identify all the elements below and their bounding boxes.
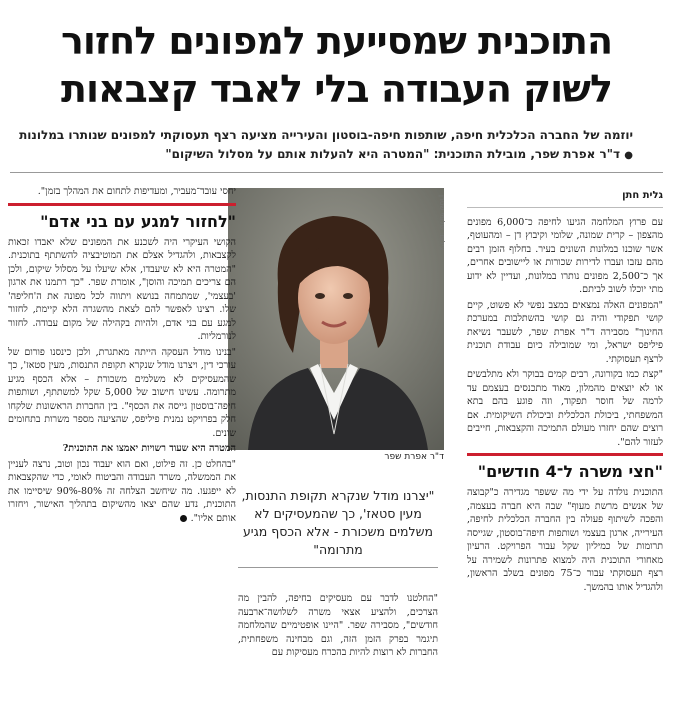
section-subtitle-right: "חצי משרה ל־4 חודשים": [467, 453, 663, 482]
photo-credit: צילום: שלומי שטרן: [438, 195, 446, 251]
byline-divider: [467, 207, 663, 208]
byline: גלית חתן: [622, 190, 663, 201]
column-middle: [238, 592, 438, 720]
subhead-part-2: ד"ר אפרת שפר, מובילת התוכנית: "המטרה היא להעלות אותם על מסלול השיקום": [165, 147, 621, 161]
paragraph: "בנינו מודל העסקה הייתה מאתגרת, ולכן כינסנו פורום של עורכי דין, ויצרנו מודל שנקרא תקופת התנסות, מעין סטאז', כך שהמעסיקים לא משלמים משכורת – אלא הכסף מגיע מתרומה. עשינו חישוב של 5,000 שקל למשתתף, ושותפות חיפה־בוסטון גייסה את הכסף". בין החברות הראשונות שלקחו חלק בפרויקט נמנית פיליפס, שהציעה מספר משרות בתחומים שונים.: [8, 346, 236, 439]
portrait-photo: [228, 188, 444, 450]
section-subtitle-left: "לחזור למגע עם בני אדם": [8, 203, 236, 232]
subhead: [14, 126, 633, 165]
column-right: [467, 189, 663, 719]
portrait-illustration: [228, 188, 444, 450]
column-left: [8, 185, 236, 720]
interview-question: המטרה היא שעוד רשויות יאמצו את התוכנית?: [62, 443, 236, 454]
paragraph: התוכנית נולדה על ידי מה ששפר מגדירה כ"קבוצה של אנשים מרשת מעוף" שבה היא חברה בעצמה, והפכה לשיתוף פעולה בין החברה הכלכלית לחיפה, העירייה, ארגון בעצמי ושותפות חיפה־בוסטון, שגייסה תרומות של כמיליון שקל עבור הפרויקט. הרעיון מאחורי התוכנית היה למצוא פתרונות לשמירה על רצף תעסוקתי עבור כ־75 מפונים בשלב הראשון, ולהגדיל אותו בהמשך.: [467, 487, 663, 593]
pull-quote: "יצרנו מודל שנקרא תקופת התנסות, מעין סטאז', כך שהמעסיקים לא משלמים משכורת - אלא הכסף מגיע מתרומה": [238, 487, 438, 568]
paragraph: הקושי העיקרי היה לשכנע את המפונים שלא יאבדו זכאות לקצבאות, ולהגדיל אצלם את המוטיבציה להשתתף בתוכנית. "המטרה היא לא שיעבדו, אלא שיעלו על מסלול שיקום, ולכן הם צריכים תמיכה והוסן", אומרת שפר. "כך רתמנו את ארגון 'בעצמי', שמתמחה בנושא ויתווה לכל מפונה את ה'חליפה' שלו. רצינו לאפשר להם לצאת מהשגרה הלא קיימת, לחזור למגע עם בני אדם, ולהיות בקהילה של מקום עבודה. לחזור לנורמליות.: [8, 236, 236, 342]
interview-answer: "בהחלט כן. זה פילוט, ואם הוא יעבוד נכון וטוב, נרצה לעניין את הממשלה, משרד העבודה והביטוח לאומי, כדי שהקצבאות לא ייפגעו. מה שיחשב הצלחה זה 80%-90% שיסיימו את התוכנית, נדע שהם יצאו מהשיקום בתהליך האישור, ויחזרו אותם אליו".: [8, 458, 236, 524]
paragraph: [8, 458, 236, 526]
paragraph: "החלטנו לדבר עם מעסיקים בחיפה, להבין מה הצרכים, ולהציע אצאי משרה לשלושה־ארבעה חודשים", מסבירה שפר. "היינו אופטימיים שהמלחמה תיגמר בפרק הזמן הזה, וגם מבחינה משפחתית, החברות לא רוצות להיות בהכרח מעסיקות עם: [238, 593, 438, 658]
headline-line-2: לשוק העבודה בלי לאבד קצבאות: [61, 67, 612, 111]
photo-caption: ד"ר אפרת שפר: [384, 452, 444, 462]
subhead-part-1: יוזמה של החברה הכלכלית חיפה, שותפות חיפה-בוסטון והעירייה מציעה רצף תעסוקתי למפונים שנותרו במלונות: [19, 128, 633, 142]
paragraph: "המפונים האלה נמצאים במצב נפשי לא פשוט, קיים קושי תפקודי והיה גם קושי בהשתלבות במערכת החינוך" מסבירה ד"ר אפרת שפר, לשעבר נשיאת פיליפס ישראל, ומי שמובילה כיום עבודת תוכנית לרצף תעסוקתי.: [467, 299, 663, 365]
paragraph: עם פרוץ המלחמה הגיעו לחיפה כ־6,000 מפונים מהצפון – קרית שמונה, שלומי וקיבוץ דן – ומהעוטף, אשר שוכנו במלונות השונים בעיר. בחלוף הזמן רבים מהם עזבו ועברו לדירות שכורות או ליישובים אחרים, אך כ־2,500 מפונים נותרו במלונות, ועדיין לא ידוע מתי יוכלו לשוב לביתם.: [467, 216, 663, 295]
paragraph: "קצת כמו בקורונה, רבים קמים בבוקר ולא מתלבשים או לא יוצאים מהמלון, מאוד מתכנסים בעצמם עד לרמה של חוסר תפקוד, וזה פוגע בהם בתא המשפחתי, ביכולת הכלכלית וביכולת השיקומית. אם רוצים שהם יחזרו מעולם התמיכה והקצבאות, חייבים לעזור להם".: [467, 369, 663, 448]
bullet-icon: ●: [624, 150, 633, 161]
end-mark-icon: [180, 515, 187, 522]
headline-line-1: התוכנית שמסייעת למפונים לחזור: [60, 19, 613, 63]
divider: [10, 172, 663, 173]
paragraph: יחסי עובד־מעביר, ומעדיפות לתחום את המהלך בזמן".: [37, 186, 236, 197]
